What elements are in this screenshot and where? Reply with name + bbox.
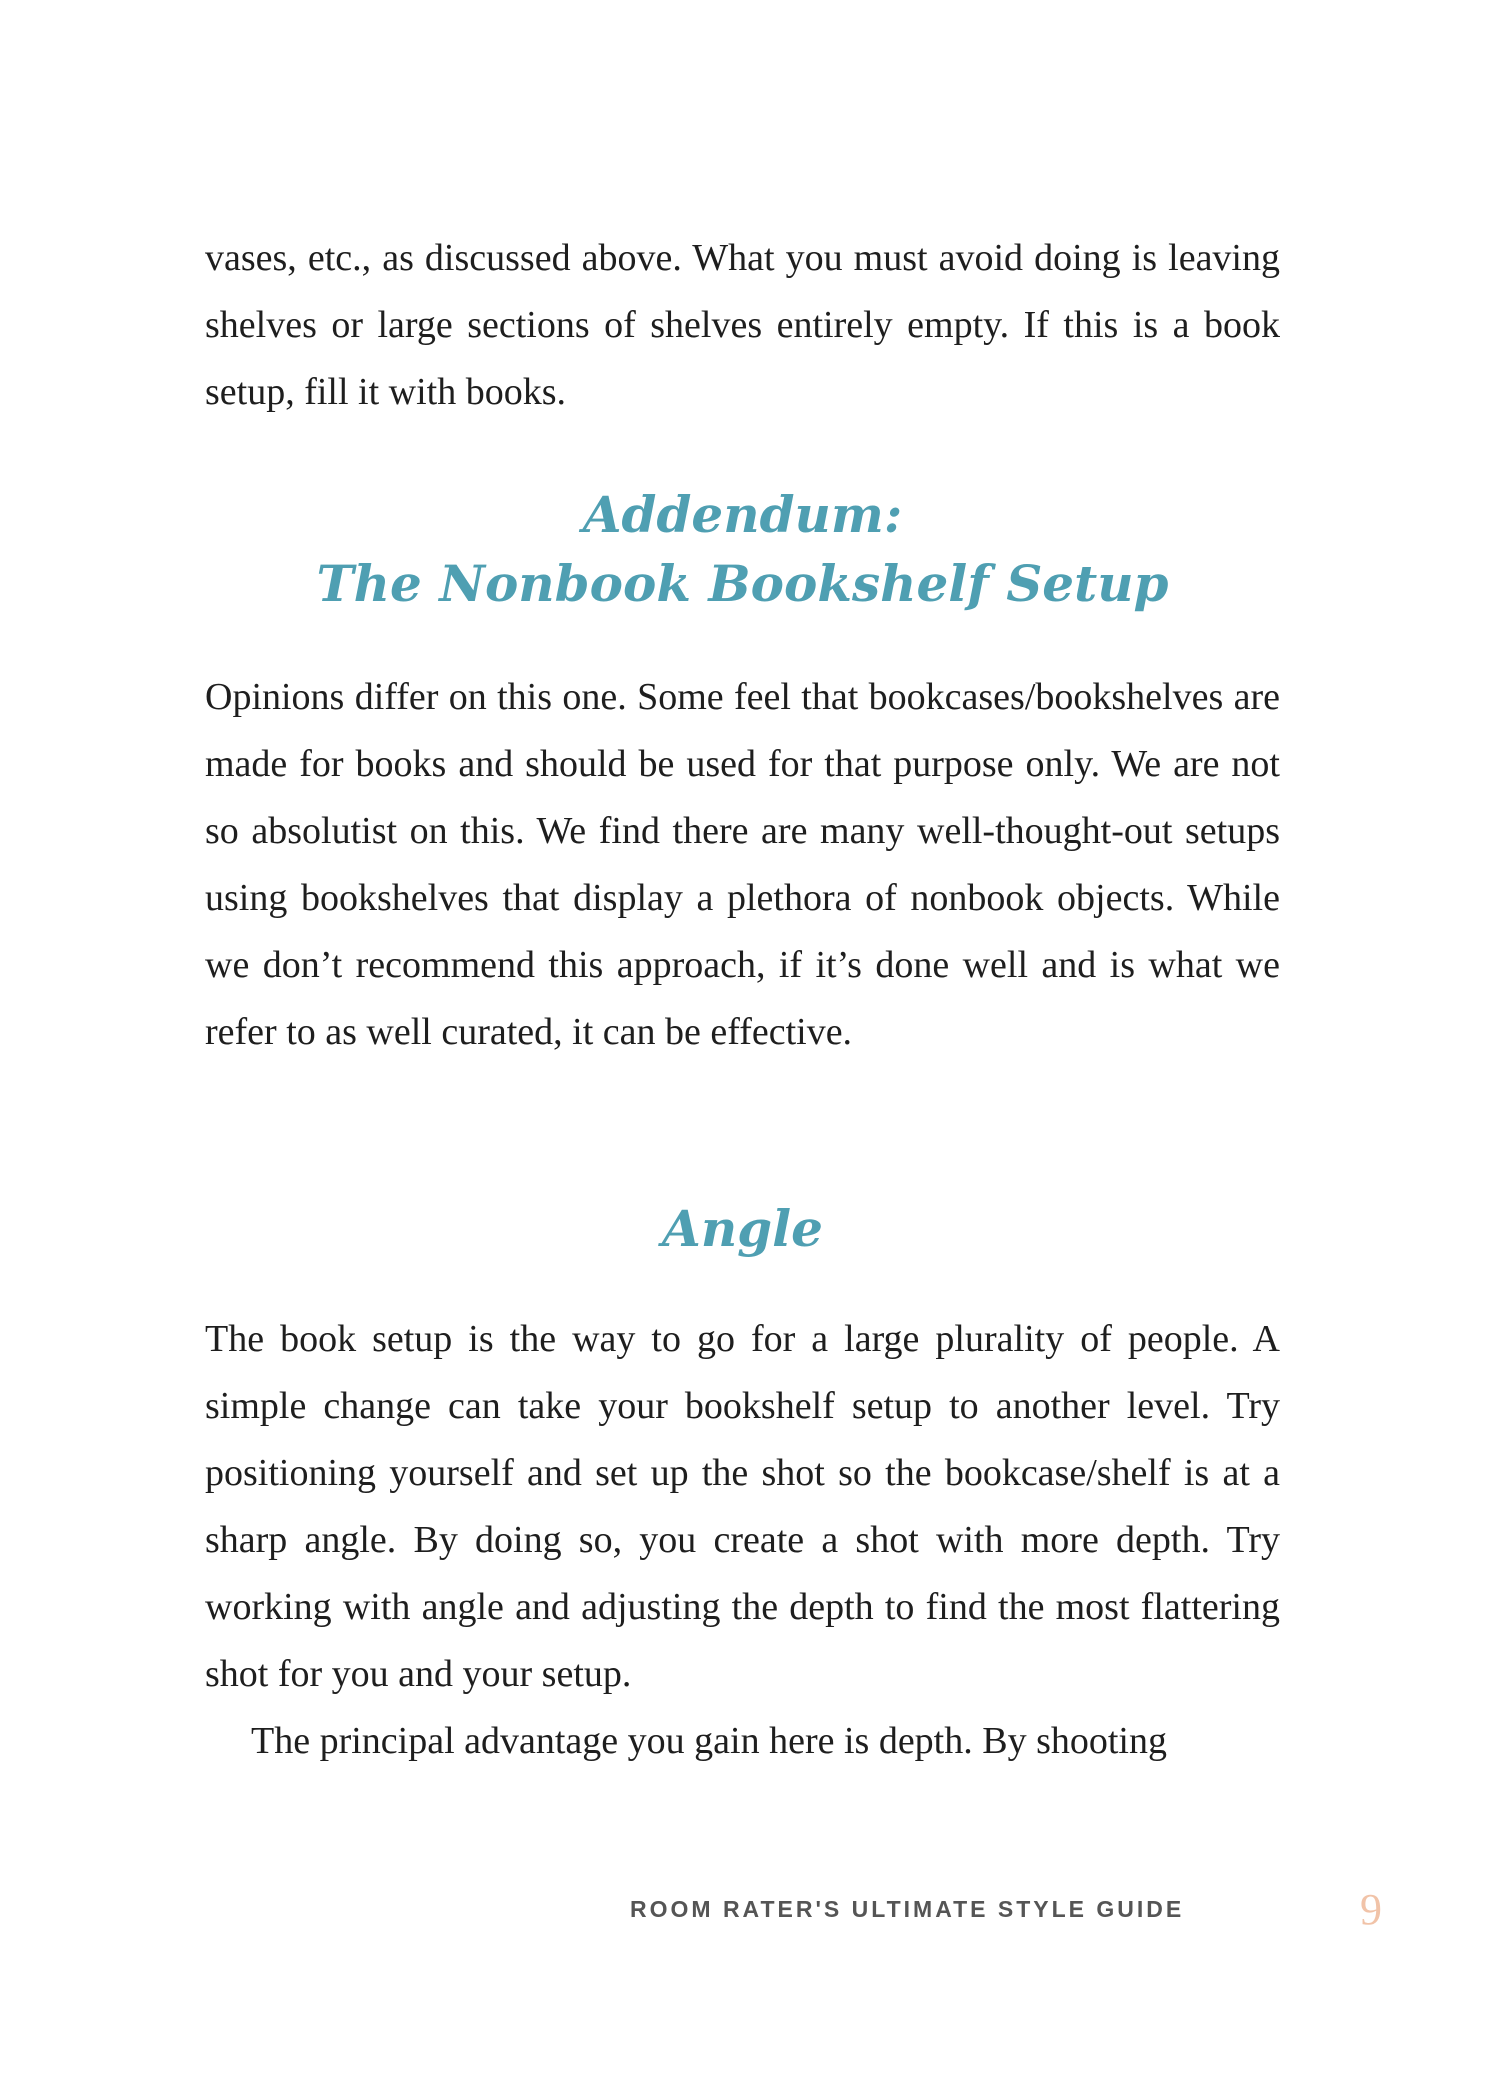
body-text-section-2 bbox=[205, 664, 1280, 1066]
running-footer-title: ROOM RATER'S ULTIMATE STYLE GUIDE bbox=[630, 1896, 1185, 1922]
body-text-section-1 bbox=[205, 225, 1280, 426]
body-text-section-3 bbox=[205, 1306, 1280, 1775]
paragraph-angle-setup: The book setup is the way to go for a large plurality of people. A simple change can take your bookshelf setup to another level. Try positioning yourself and set up the shot so the bookcase/shelf is at a sharp angle. By doing so, you create a shot with more depth. Try working with angle and adjusting the depth to find the most flattering shot for you and your setup. bbox=[205, 1318, 1280, 1695]
paragraph-bookshelf-fill: vases, etc., as discussed above. What you must avoid doing is leaving shelves or large sections of shelves entirely empty. If this is a book setup, fill it with books. bbox=[205, 237, 1280, 413]
angle-heading: Angle bbox=[662, 1199, 823, 1258]
paragraph-nonbook-setup: Opinions differ on this one. Some feel that bookcases/bookshelves are made for books and should be used for that purpose only. We are not so absolutist on this. We find there are many well-thought-out setups using bookshelves that display a plethora of nonbook objects. While we don’t recommend this approach, if it’s done well and is what we refer to as well curated, it can be effective. bbox=[205, 676, 1280, 1053]
addendum-heading bbox=[205, 480, 1280, 618]
page-number: 9 bbox=[1360, 1885, 1382, 1934]
paragraph-depth-advantage: The principal advantage you gain here is depth. By shooting bbox=[251, 1720, 1167, 1762]
addendum-heading-line-2: The Nonbook Bookshelf Setup bbox=[316, 554, 1169, 613]
addendum-heading-line-1: Addendum: bbox=[582, 485, 903, 544]
